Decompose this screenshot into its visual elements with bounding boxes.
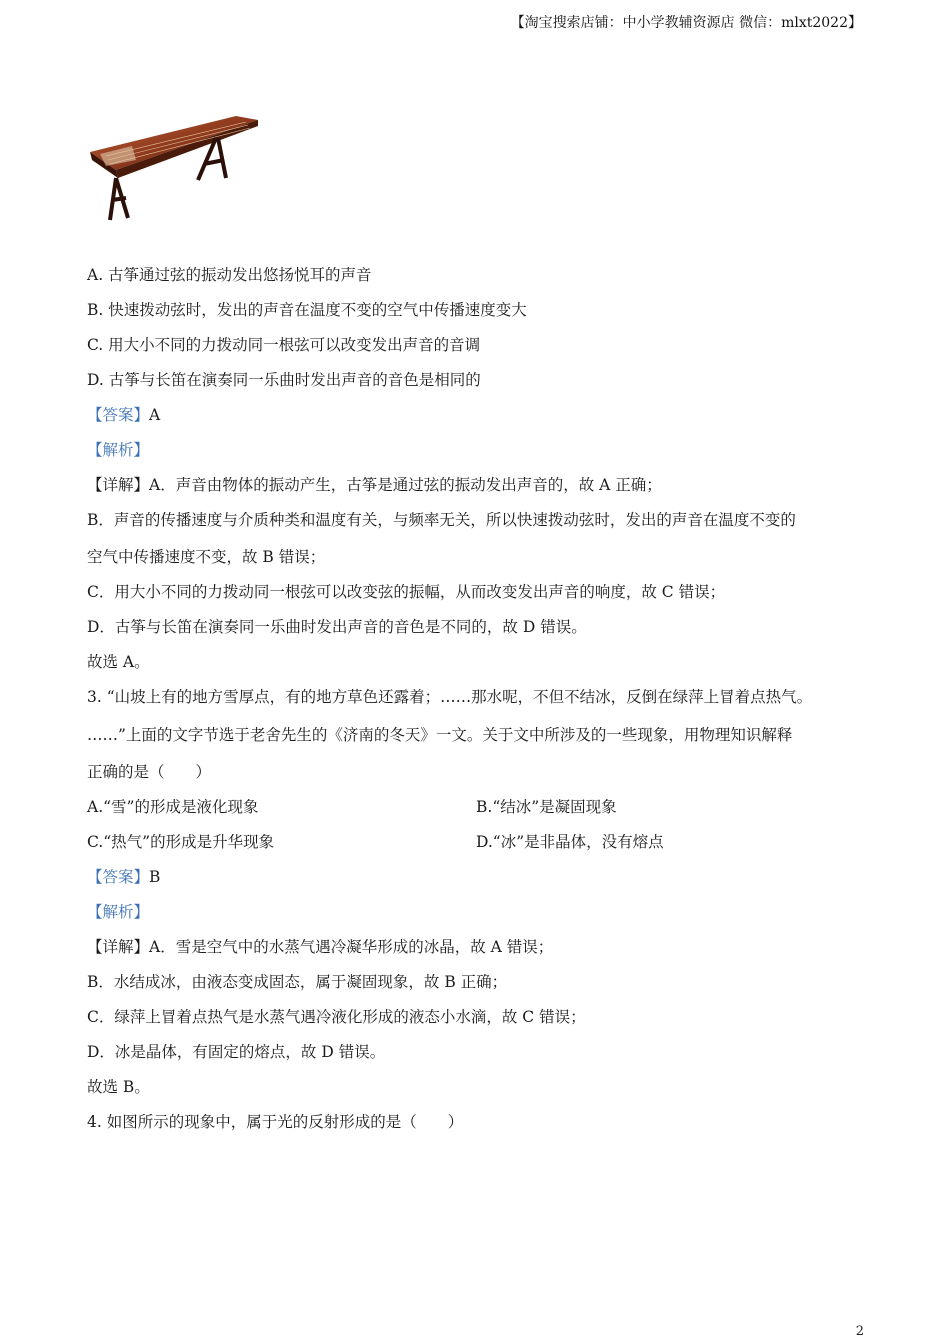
q2-detail-b2: 空气中传播速度不变，故 B 错误； [87,548,326,566]
q3-option-d: D.“冰”是非晶体，没有熔点 [476,833,664,851]
answer-tag: 【答案】 [87,868,150,886]
q2-answer [87,404,160,426]
q2-option-a: A. 古筝通过弦的振动发出悠扬悦耳的声音 [87,266,372,284]
q2-option-c: C. 用大小不同的力拨动同一根弦可以改变发出声音的音调 [87,336,481,354]
q3-stem-line-2: ……”上面的文字节选于老舍先生的《济南的冬天》一文。关于文中所涉及的一些现象，用物理知识解释 [87,726,793,744]
q2-detail-a [87,474,662,496]
q3-detail-c: C．绿萍上冒着点热气是水蒸气遇冷液化形成的液态小水滴，故 C 错误； [87,1008,586,1026]
q3-option-a: A.“雪”的形成是液化现象 [87,798,259,816]
detail-text: A．雪是空气中的水蒸气遇冷凝华形成的冰晶，故 A 错误； [149,938,554,956]
q3-analysis-tag: 【解析】 [87,903,150,921]
q3-option-b: B.“结冰”是凝固现象 [476,798,617,816]
q3-answer [87,866,160,888]
q3-conclusion: 故选 B。 [87,1078,150,1096]
q4-stem: 4. 如图所示的现象中，属于光的反射形成的是（ ） [87,1113,464,1131]
answer-value: A [149,406,161,424]
detail-tag: 【详解】 [87,476,150,494]
q3-stem-line-1: 3. “山坡上有的地方雪厚点，有的地方草色还露着；……那水呢，不但不结冰，反倒在绿萍上冒着点热气。 [87,688,813,706]
guzheng-image [86,108,266,228]
q2-detail-b1: B．声音的传播速度与介质种类和温度有关，与频率无关，所以快速拨动弦时，发出的声音在温度不变的 [87,511,796,529]
q3-detail-a [87,936,553,958]
page-header-watermark: 【淘宝搜索店铺：中小学教辅资源店 微信：mlxt2022】 [510,15,862,31]
answer-value: B [149,868,161,886]
q2-detail-d: D．古筝与长笛在演奏同一乐曲时发出声音的音色是不同的，故 D 错误。 [87,618,587,636]
q2-analysis-tag: 【解析】 [87,441,150,459]
q2-conclusion: 故选 A。 [87,653,150,671]
q2-option-d: D. 古筝与长笛在演奏同一乐曲时发出声音的音色是相同的 [87,371,481,389]
q3-option-c: C.“热气”的形成是升华现象 [87,833,275,851]
q3-detail-d: D．冰是晶体，有固定的熔点，故 D 错误。 [87,1043,386,1061]
q2-option-b: B. 快速拨动弦时，发出的声音在温度不变的空气中传播速度变大 [87,301,527,319]
q3-detail-b: B．水结成冰，由液态变成固态，属于凝固现象，故 B 正确； [87,973,508,991]
detail-tag: 【详解】 [87,938,150,956]
answer-tag: 【答案】 [87,406,150,424]
q2-detail-c: C．用大小不同的力拨动同一根弦可以改变弦的振幅，从而改变发出声音的响度，故 C 错误； [87,583,726,601]
page-number: 2 [855,1324,864,1339]
q3-stem-line-3: 正确的是（ ） [87,763,212,781]
detail-text: A．声音由物体的振动产生，古筝是通过弦的振动发出声音的，故 A 正确； [149,476,662,494]
